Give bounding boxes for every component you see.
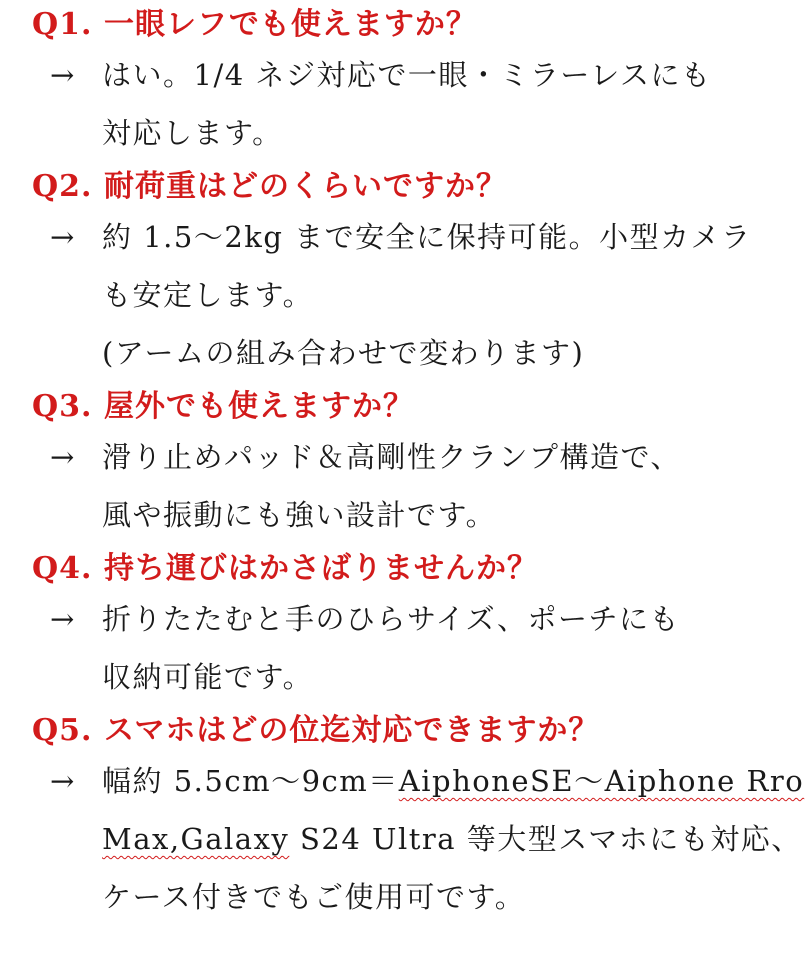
answer-lines	[102, 428, 790, 544]
faq-question	[32, 386, 790, 428]
faq-item-q3	[32, 386, 790, 544]
faq-question	[32, 548, 790, 590]
question-number: Q5.	[32, 713, 93, 748]
question-text: 持ち運びはかさばりませんか？	[104, 551, 538, 586]
faq-item-q5	[32, 710, 805, 926]
answer-lines	[102, 46, 790, 162]
faq-answer	[32, 590, 790, 706]
arrow-icon: →	[50, 602, 76, 636]
question-text: 耐荷重はどのくらいですか？	[104, 169, 507, 204]
answer-line	[102, 810, 804, 868]
answer-line: も安定します。	[102, 278, 314, 312]
faq-item-q1	[32, 4, 790, 162]
answer-line	[102, 752, 804, 810]
answer-line: 対応します。	[102, 116, 283, 150]
spellcheck-underlined-text: AiphoneSE〜Aiphone Rro	[398, 764, 805, 798]
answer-text: S24 Ultra 等大型スマホにも対応、	[289, 822, 802, 856]
question-text: 屋外でも使えますか？	[104, 389, 414, 424]
arrow-icon: →	[50, 440, 76, 474]
question-text: スマホはどの位迄対応できますか？	[104, 713, 600, 748]
faq-question	[32, 4, 790, 46]
arrow-icon: →	[50, 764, 76, 798]
answer-text: 幅約 5.5cm〜9cm＝	[102, 764, 399, 798]
answer-line: (アームの組み合わせで変わります)	[102, 336, 585, 370]
answer-line: 滑り止めパッド＆高剛性クランプ構造で、	[102, 440, 681, 474]
answer-line: ケース付きでもご使用可です。	[102, 880, 526, 914]
faq-page	[0, 4, 810, 958]
answer-lines	[102, 752, 804, 926]
faq-item-q4	[32, 548, 790, 706]
question-number: Q2.	[32, 169, 93, 204]
faq-question	[32, 710, 790, 752]
question-number: Q3.	[32, 389, 93, 424]
spellcheck-underlined-text: Max,Galaxy	[102, 822, 290, 856]
faq-item-q2	[32, 166, 790, 382]
answer-line: 収納可能です。	[102, 660, 314, 694]
faq-question	[32, 166, 790, 208]
faq-answer	[32, 46, 790, 162]
answer-line: はい。1/4 ネジ対応で一眼・ミラーレスにも	[102, 58, 712, 92]
arrow-icon: →	[50, 220, 76, 254]
arrow-icon: →	[50, 58, 76, 92]
answer-line: 折りたたむと手のひらサイズ、ポーチにも	[102, 602, 681, 636]
answer-lines	[102, 590, 790, 706]
answer-lines	[102, 208, 790, 382]
faq-answer	[32, 428, 790, 544]
faq-answer	[32, 752, 805, 926]
question-number: Q4.	[32, 551, 93, 586]
faq-answer	[32, 208, 790, 382]
answer-line: 風や振動にも強い設計です。	[102, 498, 497, 532]
answer-line: 約 1.5〜2kg まで安全に保持可能。小型カメラ	[102, 220, 752, 254]
question-text: 一眼レフでも使えますか？	[104, 7, 477, 42]
question-number: Q1.	[32, 7, 93, 42]
